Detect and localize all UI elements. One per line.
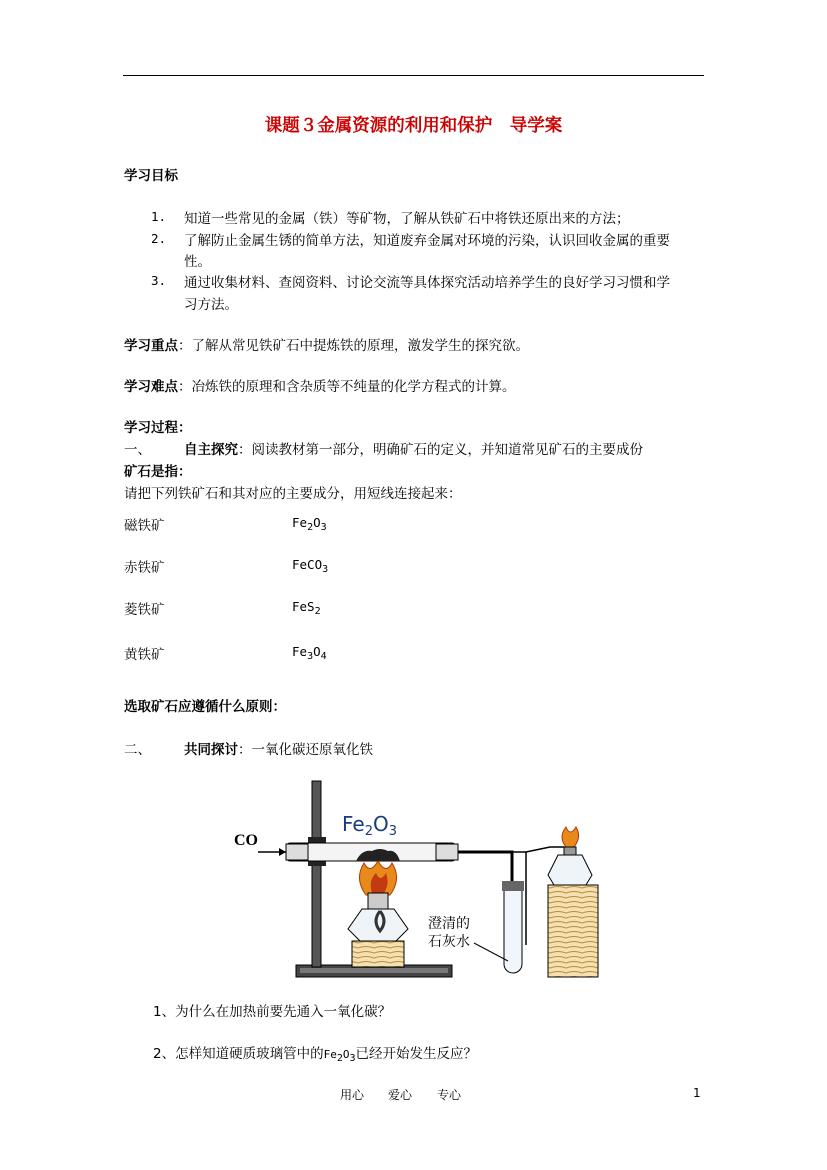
wood-block-left	[352, 941, 404, 967]
part1-label: 自主探究	[184, 442, 238, 458]
question-1	[153, 1000, 391, 1020]
selection-principle: 选取矿石应遵循什么原则：	[124, 699, 286, 715]
key-point-text: ：了解从常见铁矿石中提炼铁的原理，激发学生的探究欲。	[178, 338, 529, 354]
objective-text-2a: 了解防止金属生锈的简单方法，知道废弃金属对环境的污染，认识回收金属的重要	[184, 233, 670, 249]
objective-text-1: 知道一些常见的金属（铁）等矿物，了解从铁矿石中将铁还原出来的方法；	[184, 211, 630, 227]
ore-name-4: 黄铁矿	[124, 647, 165, 663]
ore-name-2: 赤铁矿	[124, 560, 165, 576]
question-2	[153, 1042, 477, 1062]
key-point-label: 学习重点	[124, 338, 178, 354]
objective-number-2: 2.	[150, 231, 166, 246]
test-tube	[504, 883, 522, 973]
ore-name-1: 磁铁矿	[124, 518, 165, 534]
question-1-number: 1、	[153, 1004, 176, 1020]
objective-text-2b: 性。	[184, 254, 211, 270]
part2-line	[184, 738, 373, 758]
objective-text-3b: 习方法。	[184, 297, 238, 313]
difficulty-text: ：冶炼铁的原理和含杂质等不纯量的化学方程式的计算。	[178, 379, 516, 395]
matching-instruction: 请把下列铁矿石和其对应的主要成分，用短线连接起来：	[124, 486, 462, 502]
difficulty	[124, 375, 516, 395]
ore-definition: 矿石是指：	[124, 464, 192, 480]
flame-icon-right	[562, 827, 579, 847]
difficulty-label: 学习难点	[124, 379, 178, 395]
stand-rod	[312, 781, 321, 967]
part1-number: 一、	[124, 442, 151, 458]
wood-block-right	[548, 885, 598, 977]
part1-line	[184, 438, 643, 458]
part2-number: 二、	[124, 742, 151, 758]
question-2-formula: $Fe_2O_3$	[323, 1048, 356, 1064]
apparatus-diagram	[230, 775, 610, 985]
ore-formula-3: FeS$_2$	[292, 599, 321, 617]
spirit-lamp-right	[548, 855, 592, 885]
ore-formula-2: FeCO$_3$	[292, 557, 329, 575]
page-number: 1	[693, 1086, 701, 1100]
part1-text: ：阅读教材第一部分，明确矿石的定义，并知道常见矿石的主要成份	[238, 442, 643, 458]
part2-text: ：一氧化碳还原氧化铁	[238, 742, 373, 758]
ore-formula-4: $Fe_3O_4$	[292, 644, 327, 662]
footer-word-2: 爱心	[388, 1088, 413, 1102]
limewater-label: 澄清的 石灰水	[428, 916, 470, 950]
question-2-number: 2、	[153, 1046, 176, 1062]
question-2-text-after: 已经开始发生反应？	[355, 1046, 478, 1062]
page-title: 课题３金属资源的利用和保护 导学案	[264, 116, 563, 136]
footer-word-1: 用心	[340, 1088, 365, 1102]
footer-word-3: 专心	[437, 1088, 462, 1102]
co-label: CO	[234, 832, 258, 849]
process-heading: 学习过程：	[124, 420, 192, 436]
question-2-text-before: 怎样知道硬质玻璃管中的	[175, 1046, 324, 1062]
question-1-text: 为什么在加热前要先通入一氧化碳？	[175, 1004, 392, 1020]
ore-formula-1: $Fe_2O_3$	[292, 515, 327, 533]
objective-number-1: 1.	[150, 209, 166, 224]
header-rule	[123, 75, 704, 76]
ore-name-3: 菱铁矿	[124, 602, 165, 618]
objectives-heading: 学习目标	[124, 168, 178, 184]
objective-number-3: 3.	[150, 273, 166, 288]
fe2o3-label: $Fe_2O_3$	[342, 812, 398, 839]
key-point	[124, 334, 529, 354]
part2-label: 共同探讨	[184, 742, 238, 758]
objective-text-3a: 通过收集材料、查阅资料、讨论交流等具体探究活动培养学生的良好学习习惯和学	[184, 275, 670, 291]
